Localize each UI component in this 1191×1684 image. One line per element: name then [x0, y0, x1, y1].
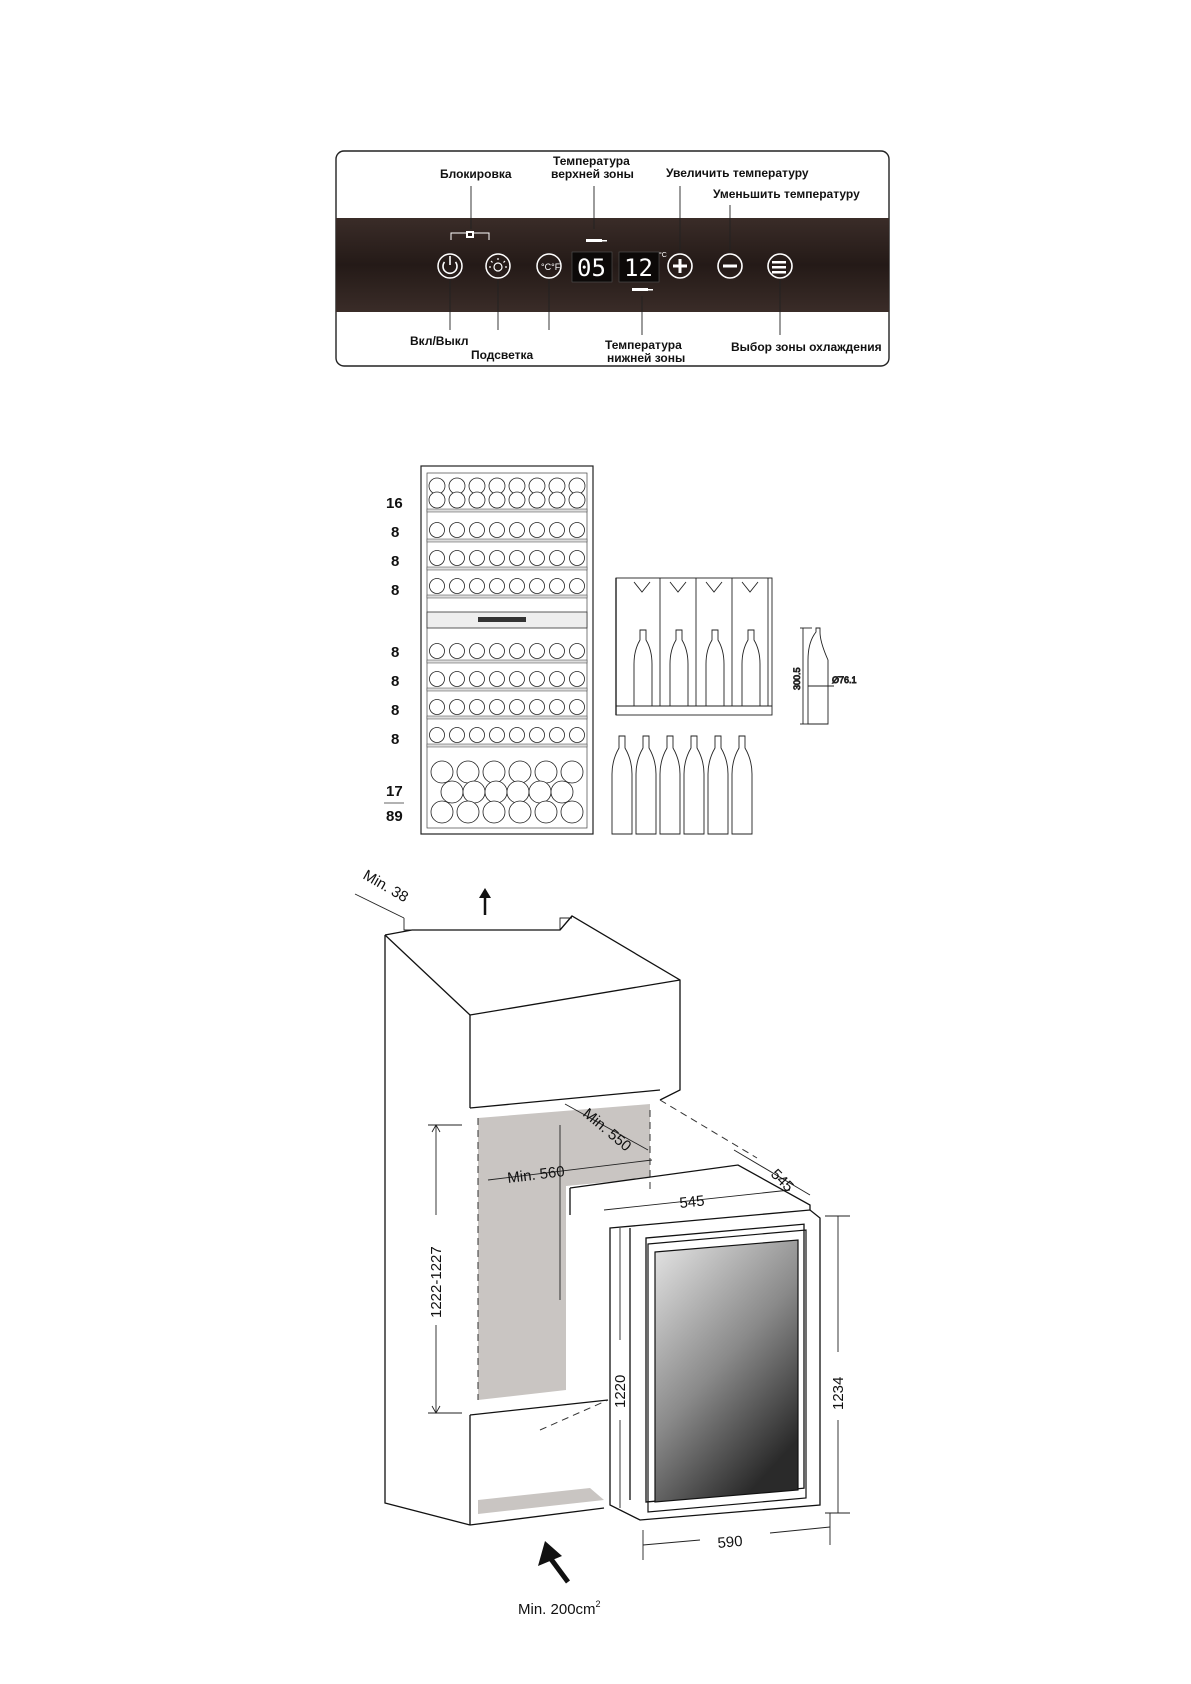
upper-zone-display: 05: [577, 254, 606, 282]
bottle-end: [510, 700, 525, 715]
upper-zone-label-2: верхней зоны: [551, 167, 634, 181]
shelf-count-4: 8: [391, 582, 400, 599]
bottle-end: [470, 672, 485, 687]
power-label: Вкл/Выкл: [410, 334, 469, 348]
unit-indicator: °C: [659, 252, 667, 259]
niche-width-dim: Min. 560: [506, 1163, 566, 1187]
bottle-end: [441, 781, 463, 803]
shelf-rail: [427, 716, 587, 719]
bottle-end: [430, 728, 445, 743]
bottle-end: [457, 761, 479, 783]
standing-bottle-outline: [708, 736, 728, 834]
bottle-end: [450, 644, 465, 659]
bottle-end: [469, 492, 485, 508]
bottle-end: [450, 523, 465, 538]
lower-zone-label-1: Температура: [605, 338, 682, 352]
bottle-end: [549, 492, 565, 508]
niche-depth-dim: Min. 550: [579, 1105, 635, 1156]
unit-width-dim: 545: [678, 1192, 706, 1212]
bottle-end: [561, 761, 583, 783]
bottle-end: [550, 523, 565, 538]
bottle-end: [510, 672, 525, 687]
bottle-end: [430, 551, 445, 566]
bottle-end: [483, 801, 505, 823]
bottle-end: [463, 781, 485, 803]
shelf-rail: [427, 688, 587, 691]
standing-bottle-outline: [684, 736, 704, 834]
bottle-end: [570, 579, 585, 594]
bottle-end: [490, 700, 505, 715]
bottle-end: [470, 551, 485, 566]
bottle-end: [510, 523, 525, 538]
up-arrow-icon: [479, 888, 491, 915]
bottle-end: [431, 801, 453, 823]
upper-zone-label-1: Температура: [553, 154, 630, 168]
shelf-count-1: 16: [386, 495, 403, 512]
shelf-rail: [427, 567, 587, 570]
standing-bottles: [612, 736, 752, 834]
lower-zone-display: 12: [624, 254, 653, 282]
light-label: Подсветка: [471, 348, 534, 362]
bottle-end: [529, 492, 545, 508]
bottle-end: [490, 523, 505, 538]
bottle-end: [449, 492, 465, 508]
shelf-rail: [427, 539, 587, 542]
bottle-neck-outline: [742, 582, 758, 592]
bottle-neck-outline: [670, 582, 686, 592]
bottle-neck-outline: [706, 582, 722, 592]
bottle-end: [551, 781, 573, 803]
vent-area-dim: [518, 1599, 601, 1618]
bottle-height: 300.5: [792, 667, 802, 690]
bottle-end: [507, 781, 529, 803]
bottle-end: [470, 728, 485, 743]
bottle-end: [530, 728, 545, 743]
shelf-side-view: [616, 578, 772, 715]
bottle-end: [490, 551, 505, 566]
bottle-diameter: Ø76.1: [832, 675, 857, 685]
bottle-end: [535, 801, 557, 823]
shelf-count-7: 8: [391, 702, 400, 719]
zone-select-label: Выбор зоны охлаждения: [731, 340, 882, 354]
bottle-end: [450, 728, 465, 743]
bottle-end: [510, 644, 525, 659]
bottle-outline: [742, 630, 760, 706]
bottle-end: [550, 728, 565, 743]
standing-bottle-outline: [660, 736, 680, 834]
bottle-end: [430, 523, 445, 538]
glass-door: [655, 1240, 798, 1502]
bottle-end: [570, 672, 585, 687]
bottle-outline: [634, 630, 652, 706]
bottle-end: [570, 551, 585, 566]
shelf-total: 89: [386, 808, 403, 825]
bottle-end: [530, 700, 545, 715]
bottle-end: [450, 551, 465, 566]
bottle-end: [530, 672, 545, 687]
increase-label: Увеличить температуру: [666, 166, 809, 180]
bottle-end: [510, 728, 525, 743]
bottle-end: [430, 579, 445, 594]
door-width-dim: 590: [716, 1532, 744, 1552]
bottle-end: [529, 781, 551, 803]
shelf-rail: [427, 744, 587, 747]
bottle-end: [530, 551, 545, 566]
bottle-end: [490, 579, 505, 594]
bottle-outline: [706, 630, 724, 706]
shelf-rail: [427, 660, 587, 663]
top-vent-dim: Min. 38: [360, 866, 412, 907]
decrease-label: Уменьшить температуру: [713, 187, 860, 201]
bottle-end: [470, 700, 485, 715]
control-panel: [336, 151, 889, 366]
bottle-end: [530, 644, 545, 659]
bottle-end: [450, 579, 465, 594]
panel-strip: [336, 218, 889, 312]
installation-diagram: [355, 867, 850, 1618]
bottle-end: [470, 523, 485, 538]
celsius-fahrenheit-icon: °C°F: [541, 262, 561, 272]
shelf-count-2: 8: [391, 524, 400, 541]
bottle-outline: [670, 630, 688, 706]
airflow-arrow-icon: [538, 1541, 568, 1582]
unit-depth-dim: 545: [767, 1165, 797, 1196]
bottle-end: [509, 761, 531, 783]
niche-height-dim: 1222-1227: [428, 1246, 445, 1318]
bottle-end: [509, 492, 525, 508]
shelf-rail: [427, 509, 587, 512]
bottle-end: [430, 644, 445, 659]
vent-area-value: Min. 200cm: [518, 1601, 596, 1618]
bottle-end: [510, 551, 525, 566]
bottle-end: [550, 644, 565, 659]
bottle-end: [470, 579, 485, 594]
bottle-end: [570, 728, 585, 743]
bottle-end: [550, 700, 565, 715]
bottle-end: [490, 728, 505, 743]
bottle-end: [450, 672, 465, 687]
bottle-end: [550, 672, 565, 687]
bottle-end: [430, 700, 445, 715]
bottle-end: [570, 523, 585, 538]
shelf-layout: [384, 466, 593, 834]
bottle-end: [485, 781, 507, 803]
bottle-end: [550, 551, 565, 566]
bottle-end: [550, 579, 565, 594]
shelf-count-3: 8: [391, 553, 400, 570]
shelf-count-5: 8: [391, 644, 400, 661]
vent-area-sup: 2: [595, 1599, 601, 1609]
shelf-count-9: 17: [386, 783, 403, 800]
total-height-dim: 1234: [830, 1376, 847, 1410]
bottle-dimension-view: [792, 628, 857, 724]
standing-bottle-outline: [636, 736, 656, 834]
lower-zone-label-2: нижней зоны: [607, 351, 686, 365]
bottle-neck-outline: [634, 582, 650, 592]
standing-bottle-outline: [612, 736, 632, 834]
lock-label: Блокировка: [440, 167, 512, 181]
bottle-end: [450, 700, 465, 715]
bottle-end: [530, 523, 545, 538]
bottle-end: [570, 644, 585, 659]
bottle-end: [509, 801, 531, 823]
bottle-end: [429, 492, 445, 508]
door-height-dim: 1220: [612, 1374, 629, 1408]
bottle-end: [535, 761, 557, 783]
bottle-end: [570, 700, 585, 715]
shelf-rail: [427, 595, 587, 598]
bottle-end: [561, 801, 583, 823]
shelf-count-8: 8: [391, 731, 400, 748]
bottle-end: [489, 492, 505, 508]
bottle-end: [430, 672, 445, 687]
bottle-end: [530, 579, 545, 594]
bottle-end: [457, 801, 479, 823]
standing-bottle-outline: [732, 736, 752, 834]
shelf-count-6: 8: [391, 673, 400, 690]
bottle-end: [431, 761, 453, 783]
bottle-end: [490, 672, 505, 687]
zone-select-icon: [772, 261, 786, 274]
bottle-end: [483, 761, 505, 783]
bottle-end: [569, 492, 585, 508]
bottle-end: [490, 644, 505, 659]
bottle-end: [470, 644, 485, 659]
bottle-end: [510, 579, 525, 594]
